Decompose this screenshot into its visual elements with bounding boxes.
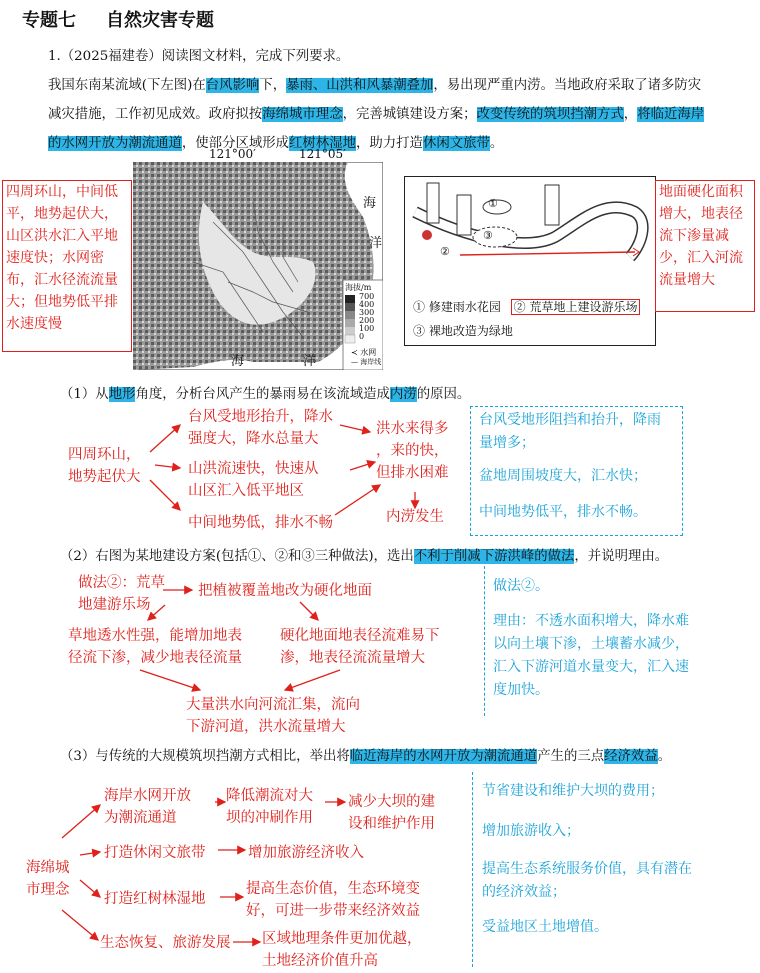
q3-node-d1: 生态恢复、旅游发展 — [100, 935, 231, 951]
q2-prompt: （2）右图为某地建设方案(包括①、②和③三种做法)，选出不利于削减下游洪峰的做法，并说明理由。 — [60, 549, 669, 564]
q3-node-d2: 区域地理条件更加优越， 土地经济价值升高 — [262, 931, 422, 969]
intro-hl: 海绵城市理念 — [262, 107, 343, 122]
intro-hl: 台风影响 — [205, 78, 260, 93]
q2-node-grass: 草地透水性强，能增加地表 径流下渗，减少地表径流量 — [68, 628, 242, 666]
legend-water: ≺ 水网 — [351, 348, 377, 357]
plan-legend — [413, 295, 640, 343]
q2-node-result: 大量洪水向河流汇集，流向 下游河道，洪水流量增大 — [186, 697, 360, 735]
intro-seg: ，易出现严重内涝。当地政府采取了诸多防灾减灾措施，工作初见成效。政府拟按 — [48, 78, 702, 122]
q3-node-c2: 提高生态价值，生态环境变 好，可进一步带来经济效益 — [246, 881, 420, 919]
intro-seg: ，完善城镇建设方案； — [342, 107, 477, 122]
marker-1: ① — [488, 197, 498, 210]
q3-node-b2: 增加旅游经济收入 — [248, 845, 364, 861]
q3-node-c1: 打造红树林湿地 — [104, 891, 206, 907]
q3-answer-2: 增加旅游收入； — [482, 823, 580, 839]
q2-node-harden: 把植被覆盖地改为硬化地面 — [198, 583, 372, 599]
q3-answer-1: 节省建设和维护大坝的费用； — [482, 783, 664, 799]
annotation-right: 地面硬化面积增大，地表径流下渗量减少，汇入河流流量增大 — [655, 180, 755, 312]
plan-canvas — [405, 177, 655, 287]
plan-item-2: ② 荒草地上建设游乐场 — [511, 299, 641, 315]
legend-values: 700 400 300 200 100 0 — [359, 292, 375, 341]
sea-label-bottom: 海 — [231, 354, 245, 369]
map-canvas — [133, 162, 383, 370]
plan-item-3: ③ 裸地改造为绿地 — [413, 324, 513, 338]
title-main: 专题七 — [22, 10, 76, 31]
marker-2: ② — [440, 245, 450, 258]
intro-seg: 。 — [489, 136, 504, 151]
q3-answer-3: 提高生态系统服务价值，具有潜在的经济效益； — [482, 861, 692, 900]
intro-seg: ，使部分区域形成 — [181, 136, 290, 151]
q1-node-lowland: 中间地势低，排水不畅 — [188, 515, 333, 531]
intro-hl: 休闲文旅带 — [422, 136, 490, 151]
q1-node-flood: 洪水来得多 ，来的快， 但排水困难 — [376, 421, 449, 481]
intro-text — [48, 71, 708, 158]
watershed-map — [133, 147, 383, 370]
intro-seg: 下， — [259, 78, 287, 93]
lon-label-2: 121°05′ — [299, 147, 346, 161]
q2-divider — [484, 566, 485, 716]
q3-prompt: （3）与传统的大规模筑坝挡潮方式相比，举出将临近海岸的水网开放为潮流通道产生的三点经济效益。 — [60, 749, 672, 764]
q2-answer-reason: 理由：不透水面积增大，降水难以向土壤下渗，土壤蓄水减少，汇入下游河道水量变大，汇入速度加快。 — [493, 613, 689, 698]
marker-3: ③ — [483, 229, 493, 242]
q1-node-flashflood: 山洪流速快，快速从 山区汇入低平地区 — [188, 461, 319, 499]
q1-prompt: （1）从地形角度，分析台风产生的暴雨易在该流域造成内涝的原因。 — [60, 387, 471, 402]
intro-seg: ，助力打造 — [355, 136, 423, 151]
plan-item-1: ① 修建雨水花园 — [413, 300, 501, 314]
intro-seg: 我国东南某流域(下左图)在 — [48, 78, 206, 93]
page-title — [22, 6, 214, 32]
q2-node-practice: 做法②：荒草 地建游乐场 — [78, 575, 165, 613]
intro-seg: ， — [623, 107, 638, 122]
q3-node-a3: 减少大坝的建 设和维护作用 — [348, 794, 435, 832]
elevation-legend — [345, 295, 355, 343]
q3-node-a1: 海岸水网开放 为潮流通道 — [104, 788, 191, 826]
q3-answer-4: 受益地区土地增值。 — [482, 919, 608, 935]
intro-hl: 改变传统的筑坝挡潮方式 — [476, 107, 624, 122]
lon-label-1: 121°00′ — [209, 147, 256, 161]
q1-node-waterlogging: 内涝发生 — [386, 509, 444, 525]
question-label: 1.（2025福建卷）阅读图文材料，完成下列要求。 — [48, 49, 350, 64]
q2-node-hard: 硬化地面地表径流难易下 渗，地表径流流量增大 — [280, 628, 440, 666]
legend-coast: — 海岸线 — [351, 358, 382, 366]
q2-answer-choice: 做法②。 — [493, 578, 549, 594]
intro-paragraph — [48, 42, 708, 158]
q3-divider — [472, 772, 473, 967]
q3-node-root: 海绵城 市理念 — [26, 860, 70, 898]
q3-node-b1: 打造休闲文旅带 — [104, 845, 206, 861]
plan-diagram — [404, 176, 656, 346]
q1-answer: 台风受地形阻挡和抬升，降雨量增多； 盆地周围坡度大，汇水快； 中间地势低平，排水不畅。 — [470, 406, 683, 536]
sea-label: 海 — [363, 196, 377, 211]
q1-node-terrain: 四周环山， 地势起伏大 — [68, 447, 141, 485]
intro-hl: 将临近海岸的水网开放为潮流通道 — [48, 107, 705, 151]
ocean-label-bottom: 洋 — [303, 354, 317, 369]
intro-hl: 红树林湿地 — [289, 136, 356, 151]
title-sub: 自然灾害专题 — [106, 10, 214, 31]
ocean-label: 洋 — [369, 236, 383, 251]
legend-title: 海拔/m — [345, 283, 372, 292]
q1-node-uplift: 台风受地形抬升，降水 强度大，降水总量大 — [188, 409, 333, 447]
intro-hl: 暴雨、山洪和风暴潮叠加 — [286, 78, 434, 93]
q3-node-a2: 降低潮流对大 坝的冲刷作用 — [226, 788, 313, 826]
annotation-left: 四周环山，中间低平，地势起伏大，山区洪水汇入平地速度快；水网密布，汇水径流流量大；但地势低平排水速度慢 — [2, 180, 132, 352]
